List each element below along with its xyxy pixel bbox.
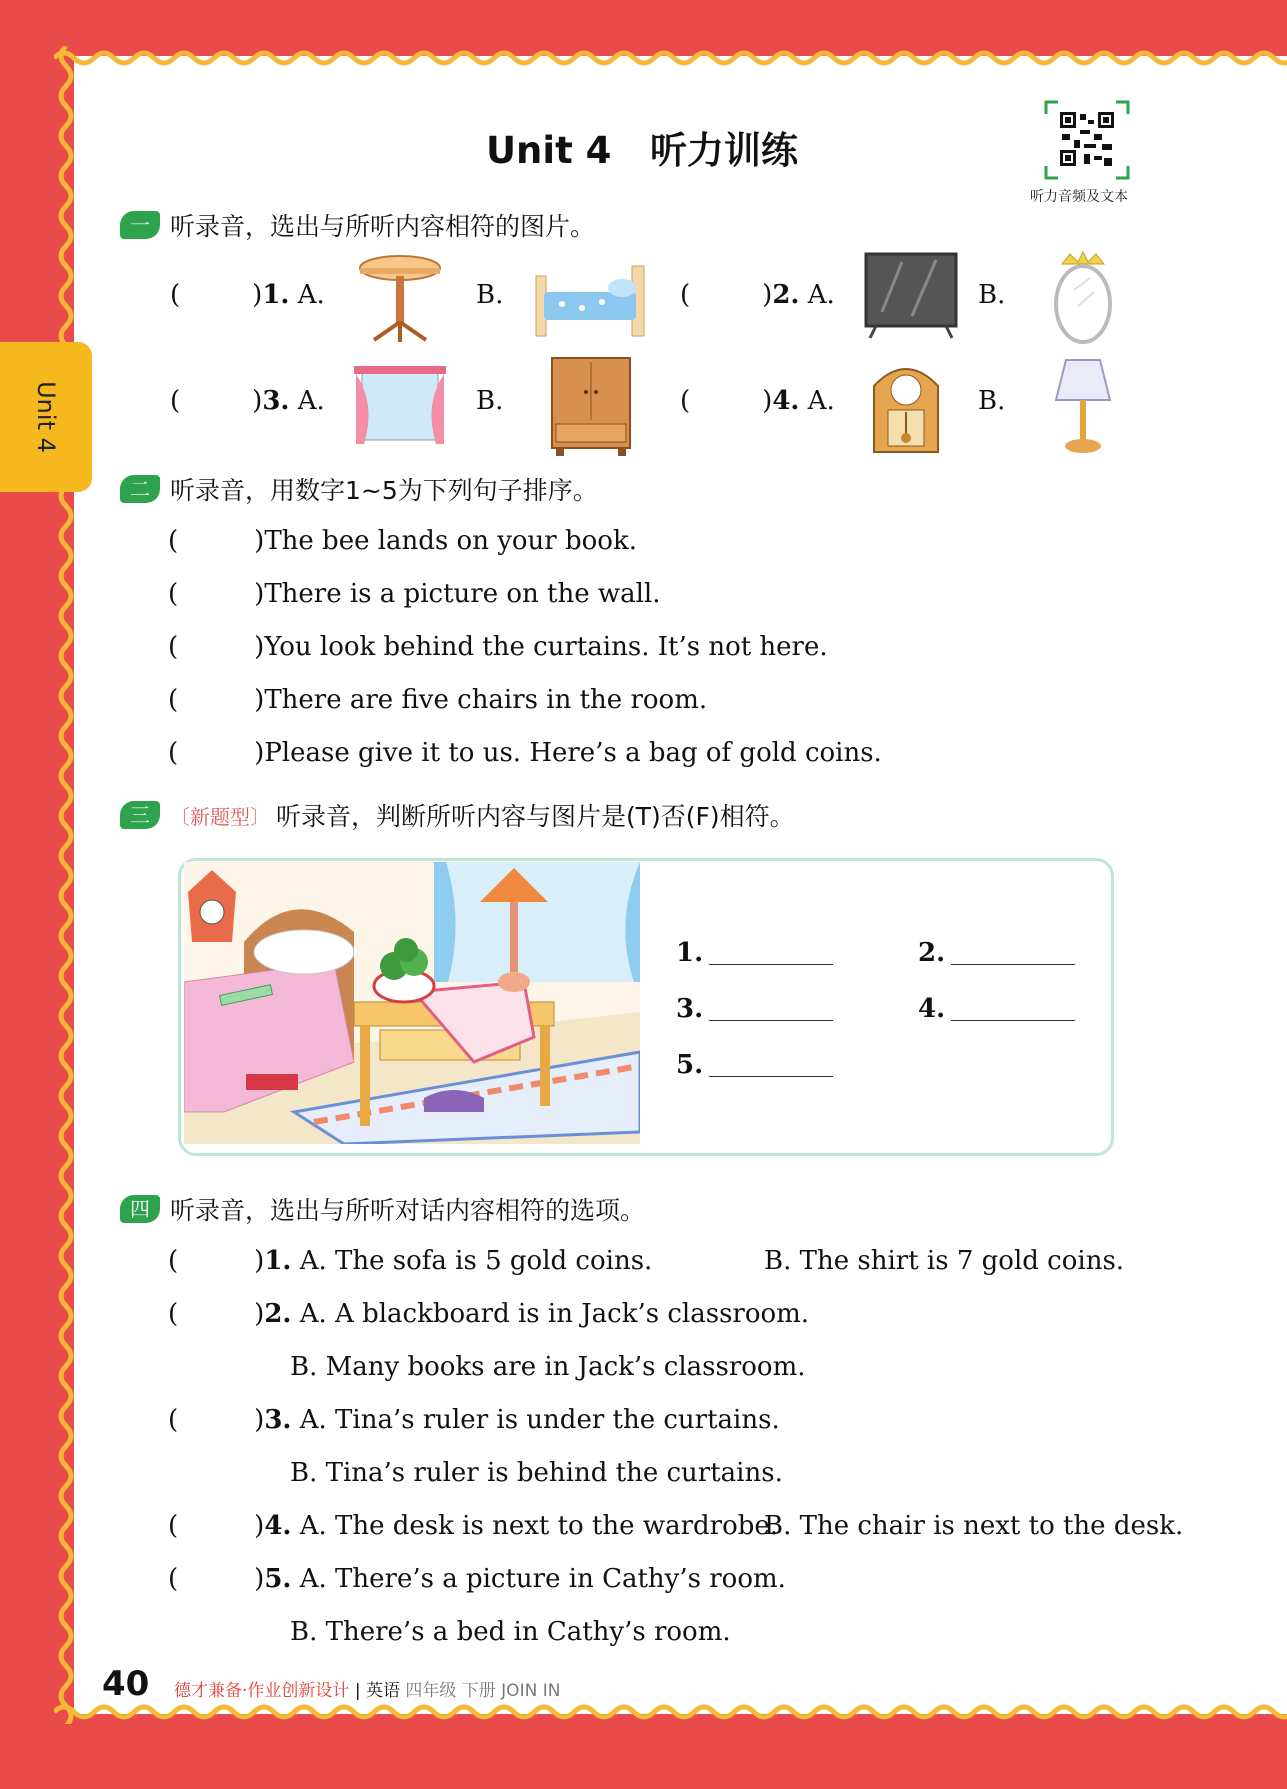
footer-brand: 德才兼备·作业创新设计 (174, 1681, 350, 1701)
paren-open: ( (168, 579, 179, 609)
bed-icon (532, 256, 648, 340)
round-table-icon (354, 250, 446, 346)
paren-close: ) (254, 1511, 265, 1541)
s1-item4 (680, 386, 835, 416)
footer-line (174, 1676, 560, 1701)
s4-question-4 (168, 1511, 778, 1541)
question-num: 2. (264, 1299, 292, 1329)
paren-open: ( (168, 1511, 179, 1541)
s4-question-5 (168, 1564, 786, 1594)
paren-open: ( (168, 1405, 179, 1435)
lamp-icon (1052, 356, 1114, 456)
sentence-text: The bee lands on your book. (264, 526, 637, 556)
s3-answer-1 (676, 938, 833, 968)
qr-code-icon[interactable] (1044, 100, 1130, 180)
s1-item2 (680, 280, 835, 310)
s2-sentence-4 (168, 685, 707, 715)
answer-blank[interactable] (951, 998, 1075, 1021)
window-curtains-icon (352, 364, 448, 448)
s3-answer-2 (918, 938, 1075, 968)
footer-sep: | (354, 1681, 361, 1701)
answer-num: 2. (918, 938, 946, 968)
option-a: A. The sofa is 5 gold coins. (299, 1246, 653, 1276)
answer-blank[interactable] (709, 1054, 833, 1077)
paren-close: ) (254, 1564, 265, 1594)
paren-open: ( (168, 738, 179, 768)
s4-question-2 (168, 1299, 809, 1329)
question-num: 5. (264, 1564, 292, 1594)
footer-subject: 英语 (365, 1681, 400, 1701)
question-num: 3. (264, 1405, 292, 1435)
s1-item1 (170, 280, 325, 310)
option-b: B. The shirt is 7 gold coins. (764, 1246, 1125, 1276)
paren-open: ( (168, 1299, 179, 1329)
option-b: B. Tina’s ruler is behind the curtains. (290, 1458, 783, 1488)
s1-item1-num: 1. (262, 280, 290, 310)
paren-open: ( (168, 685, 179, 715)
s1-item4-b: B. (978, 386, 1006, 416)
answer-blank[interactable] (951, 942, 1075, 965)
question-num: 4. (264, 1511, 292, 1541)
unit-side-tab-label: Unit 4 (32, 381, 60, 453)
answer-num: 3. (676, 994, 704, 1024)
footer-volume: 下册 (461, 1681, 496, 1701)
new-type-tag: 〔新题型〕 (170, 804, 270, 829)
mirror-icon (1050, 250, 1116, 346)
footer-series: JOIN IN (501, 1681, 561, 1701)
paren-open: ( (680, 280, 691, 310)
wavy-border-top (54, 46, 1287, 70)
s1-item4-num: 4. (772, 386, 800, 416)
question-num: 1. (264, 1246, 292, 1276)
s1-item4-a: A. (807, 386, 835, 416)
sentence-text: Please give it to us. Here’s a bag of gold coins. (264, 738, 882, 768)
s4-question-1 (168, 1246, 652, 1276)
section1-badge: 一 (120, 211, 160, 239)
sentence-text: There are five chairs in the room. (264, 685, 708, 715)
paren-close: ) (254, 1405, 265, 1435)
section4-instruction: 听录音，选出与所听对话内容相符的选项。 (170, 1196, 646, 1225)
paren-open: ( (168, 1564, 179, 1594)
paren-close: ) (762, 386, 773, 416)
s1-item3 (170, 386, 325, 416)
paren-close: ) (254, 579, 265, 609)
s4-question-3 (168, 1405, 780, 1435)
s1-item3-num: 3. (262, 386, 290, 416)
section2-badge: 二 (120, 475, 160, 503)
s3-answer-4 (918, 994, 1075, 1024)
section3-instruction: 听录音，判断所听内容与图片是(T)否(F)相符。 (276, 802, 795, 831)
s2-sentence-2 (168, 579, 661, 609)
section4-heading (120, 1192, 645, 1226)
paren-close: ) (252, 280, 263, 310)
paren-open: ( (168, 1246, 179, 1276)
paren-close: ) (254, 685, 265, 715)
option-b: B. The chair is next to the desk. (764, 1511, 1184, 1541)
paren-close: ) (254, 1299, 265, 1329)
wardrobe-icon (548, 354, 634, 458)
option-b: B. There’s a bed in Cathy’s room. (290, 1617, 731, 1647)
section1-instruction: 听录音，选出与所听内容相符的图片。 (170, 212, 596, 241)
wavy-border-left (54, 46, 78, 1724)
section2-heading (120, 472, 598, 506)
bedroom-illustration (184, 862, 640, 1144)
qr-caption: 听力音频及文本 (1030, 189, 1128, 205)
s3-answer-3 (676, 994, 833, 1024)
answer-num: 5. (676, 1050, 704, 1080)
section3-heading (120, 798, 795, 832)
sentence-text: You look behind the curtains. It’s not here. (264, 632, 828, 662)
paren-close: ) (254, 632, 265, 662)
option-a: A. There’s a picture in Cathy’s room. (299, 1564, 786, 1594)
section2-instruction: 听录音，用数字1~5为下列句子排序。 (170, 476, 598, 505)
s1-item2-num: 2. (772, 280, 800, 310)
s1-item1-b: B. (476, 280, 504, 310)
option-a: A. Tina’s ruler is under the curtains. (299, 1405, 780, 1435)
s1-item3-a: A. (297, 386, 325, 416)
answer-num: 1. (676, 938, 704, 968)
section1-heading (120, 208, 595, 242)
s1-item3-b: B. (476, 386, 504, 416)
s2-sentence-5 (168, 738, 882, 768)
section3-badge: 三 (120, 801, 160, 829)
answer-num: 4. (918, 994, 946, 1024)
paren-close: ) (254, 738, 265, 768)
paren-close: ) (762, 280, 773, 310)
tv-icon (862, 252, 960, 342)
s1-item1-a: A. (297, 280, 325, 310)
s3-answer-5 (676, 1050, 833, 1080)
s2-sentence-3 (168, 632, 828, 662)
paren-open: ( (170, 386, 181, 416)
option-a: A. The desk is next to the wardrobe. (299, 1511, 779, 1541)
paren-open: ( (168, 526, 179, 556)
option-b: B. Many books are in Jack’s classroom. (290, 1352, 806, 1382)
clock-icon (866, 356, 946, 456)
paren-open: ( (170, 280, 181, 310)
s2-sentence-1 (168, 526, 637, 556)
unit-side-tab (0, 342, 92, 492)
s1-item2-a: A. (807, 280, 835, 310)
page-number: 40 (102, 1664, 150, 1704)
answer-blank[interactable] (709, 942, 833, 965)
answer-blank[interactable] (709, 998, 833, 1021)
paren-close: ) (254, 526, 265, 556)
footer-grade: 四年级 (405, 1681, 457, 1701)
s1-item2-b: B. (978, 280, 1006, 310)
paren-close: ) (254, 1246, 265, 1276)
section4-badge: 四 (120, 1195, 160, 1223)
paren-open: ( (168, 632, 179, 662)
wavy-border-bottom (54, 1700, 1287, 1724)
sentence-text: There is a picture on the wall. (264, 579, 661, 609)
paren-open: ( (680, 386, 691, 416)
page-title: Unit 4 听力训练 (486, 129, 799, 172)
option-a: A. A blackboard is in Jack’s classroom. (299, 1299, 810, 1329)
paren-close: ) (252, 386, 263, 416)
